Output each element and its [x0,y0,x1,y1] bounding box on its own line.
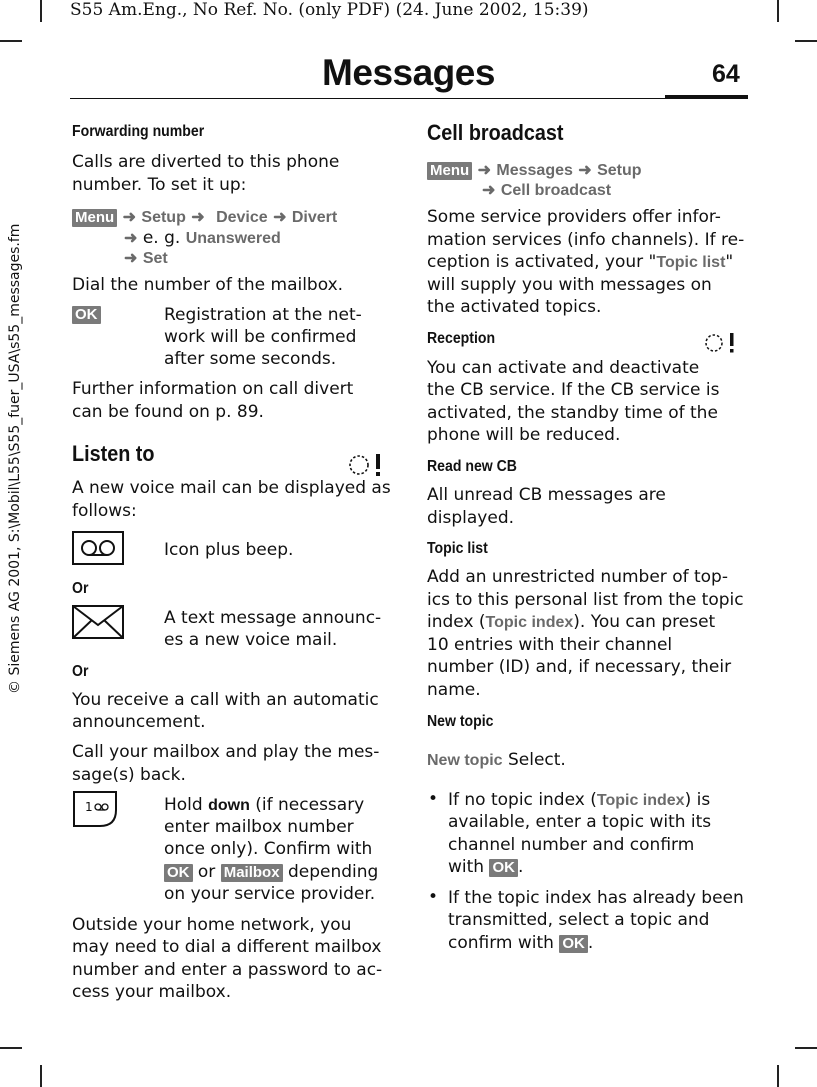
cb-intro-line: mation services (info channels). If re- [427,230,745,250]
topic-list-line: Add an unrestricted number of top- [427,567,728,587]
bullet2-line [448,932,593,955]
cb-menu-path [482,179,611,203]
ok-desc-line: work will be confirmed [164,327,357,347]
or-label: Or [72,663,89,680]
crop-mark [795,40,817,42]
read-new-line: displayed. [427,508,515,528]
further-line: can be found on p. 89. [72,402,264,422]
topic-list-line: ics to this personal list from the topic [427,590,744,610]
topic-list-line: number (ID) and, if necessary, their [427,657,732,677]
cb-heading: Cell broadcast [427,120,564,145]
menu-device: Device [216,209,268,226]
arrow: ➜ [124,230,138,247]
menu-setup: Setup [141,209,186,226]
bullet: • [428,887,439,907]
network-service-icon [704,332,738,354]
copyright-sidebar: © Siemens AG 2001, S:\Mobil\L55\S55_fuer_USA\s55_messages.fm [7,223,23,694]
reception-line: You can activate and deactivate [427,358,700,378]
new-topic-heading: New topic [427,713,494,730]
dial-text: Dial the number of the mailbox. [72,275,344,295]
outside-line: Outside your home network, you [72,915,352,935]
menu-path-line [72,206,337,230]
fwd-para-line: Calls are diverted to this phone [72,152,340,172]
call-mailbox-line: sage(s) back. [72,765,186,785]
listen-para-line: follows: [72,501,137,521]
further-line: Further information on call divert [72,379,354,399]
cb-intro-line [427,251,733,275]
cb-intro-line: the activated topics. [427,297,602,317]
menu-divert: Divert [291,209,338,226]
topic-list-line: name. [427,680,481,700]
hold-down: down [208,797,250,814]
menu-messages: Messages [496,162,573,179]
hold-line: enter mailbox number [164,817,354,837]
reception-line: phone will be reduced. [427,425,621,445]
hold-post: (if necessary [255,795,365,815]
bullet-text: If no topic index ( [448,790,597,810]
fwd-para-line: number. To set it up: [72,175,247,195]
topic-list-line [427,611,715,635]
crop-mark [40,0,42,22]
menu-path-line [124,247,168,271]
bullet-text: . [587,933,594,953]
cb-intro-line: will supply you with messages on [427,275,712,295]
topic-text: ). You can preset [573,612,716,632]
outside-line: cess your mailbox. [72,982,232,1002]
hold-line: once only). Confirm with [164,839,373,859]
ok-key: OK [164,864,193,882]
intro-text: ception is activated, your " [427,252,657,272]
arrow: ➜ [124,250,138,267]
bullet1-line [448,856,523,879]
receive-line: announcement. [72,712,206,732]
select-text: Select. [507,750,566,770]
topic-list-heading: Topic list [427,540,488,557]
crop-mark [0,1047,22,1049]
envelope-icon [72,605,124,639]
menu-key: Menu [427,162,472,180]
hold-line [164,861,378,884]
bullet2-line: transmitted, select a topic and [448,910,710,930]
page-title: Messages [322,52,495,93]
topic-list-label: Topic list [656,254,726,271]
bullet-text: confirm with [448,933,554,953]
read-new-heading: Read new CB [427,458,517,475]
or-label: Or [72,580,89,597]
ok-desc-line: after some seconds. [164,349,337,369]
bullet-text: ) is [684,790,711,810]
arrow: ➜ [578,162,592,179]
arrow: ➜ [122,209,136,226]
call-mailbox-line: Call your mailbox and play the mes- [72,742,380,762]
menu-unanswered: Unanswered [185,230,281,247]
crop-mark [0,40,22,42]
topic-text: index ( [427,612,486,632]
bullet2-line: If the topic index has already been [448,888,744,908]
menu-key: Menu [72,209,117,227]
arrow: ➜ [477,162,491,179]
cb-intro-line: Some service providers offer infor- [427,207,721,227]
menu-setup: Setup [597,162,642,179]
hold-line [164,794,364,818]
topic-index-label: Topic index [485,614,574,631]
ok-key: OK [72,306,101,324]
arrow: ➜ [482,182,496,199]
ok-key: OK [489,859,518,877]
bullet-text: . [517,857,524,877]
receive-line: You receive a call with an automatic [72,690,379,710]
bullet: • [428,789,439,809]
new-topic-line [427,749,566,773]
read-new-line: All unread CB messages are [427,485,666,505]
new-topic-label: New topic [427,752,503,769]
hold-line: on your service provider. [164,884,376,904]
bullet1-line: channel number and confirm [448,835,695,855]
crop-mark [795,1047,817,1049]
ok-desc-line: Registration at the net- [164,305,362,325]
listen-para-line: A new voice mail can be displayed as [72,478,391,498]
running-header: S55 Am.Eng., No Ref. No. (only PDF) (24. June 2002, 15:39) [70,0,589,20]
crop-mark [777,1065,779,1087]
or-text: or [197,862,216,882]
ok-key-row [72,304,101,324]
header-rule [70,98,748,99]
topic-list-line: 10 entries with their channel [427,635,673,655]
crop-mark [777,0,779,22]
topic-index-label: Topic index [596,792,685,809]
ok-key: OK [559,935,588,953]
text-msg-line: A text message announc- [164,608,382,628]
outside-line: number and enter a password to ac- [72,960,383,980]
outside-line: may need to dial a different mailbox [72,937,382,957]
reception-line: activated, the standby time of the [427,403,718,423]
reception-line: the CB service. If the CB service is [427,380,720,400]
network-service-icon [348,452,386,478]
mailbox-key: Mailbox [221,864,283,882]
voicemail-icon [72,531,124,565]
reception-heading: Reception [427,330,496,347]
menu-cell-broadcast: Cell broadcast [500,182,612,199]
arrow: ➜ [273,209,287,226]
bullet1-line [448,789,710,813]
key-1-icon [72,790,118,828]
page-number: 64 [712,60,740,88]
crop-mark [40,1065,42,1087]
icon-beep-text: Icon plus beep. [164,540,294,560]
intro-text: " [725,252,734,272]
hold-pre: Hold [164,795,203,815]
arrow: ➜ [191,209,205,226]
text-msg-line: es a new voice mail. [164,630,338,650]
header-rule-thick [665,95,748,99]
bullet-text: with [448,857,485,877]
menu-set: Set [142,250,168,267]
listen-heading: Listen to [72,441,155,466]
depending-text: depending [287,862,379,882]
eg-text: e. g. [142,228,181,248]
forwarding-heading: Forwarding number [72,123,205,140]
svg-text:1: 1 [85,800,93,814]
bullet1-line: available, enter a topic with its [448,812,712,832]
